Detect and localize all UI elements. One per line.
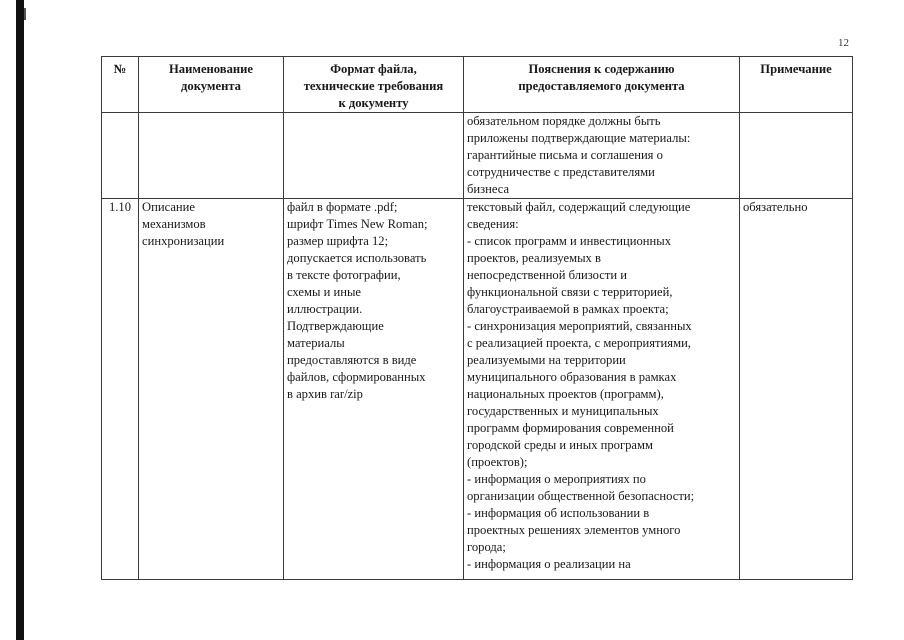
cell-explanation: обязательном порядке должны быть приложены подтверждающие материалы: гарантийные письма и соглашения о сотрудничестве с представителями бизнеса: [464, 113, 740, 199]
cell-number: [102, 113, 139, 199]
cell-file-format: [284, 113, 464, 199]
table-row: [102, 113, 853, 199]
header-number: №: [102, 57, 139, 113]
cell-explanation: текстовый файл, содержащий следующие сведения: - список программ и инвестиционных проектов, реализуемых в непосредственной близости и функциональной связи с территорией, благоустраиваемой в рамках проекта; - синхронизация мероприятий, связанных с реализацией проекта, с мероприятиями, реализуемыми на территории муниципального образования в рамках национальных проектов (программ), государственных и муниципальных программ формирования современной городской среды и иных программ (проектов); - информация о мероприятиях по организации общественной безопасности; - информация об использовании в проектных решениях элементов умного города; - информация о реализации на: [464, 199, 740, 580]
scan-edge-shadow: [16, 0, 24, 640]
header-document-name: Наименование документа: [139, 57, 284, 113]
cell-file-format: файл в формате .pdf; шрифт Times New Roman; размер шрифта 12; допускается использовать в тексте фотографии, схемы и иные иллюстрации. Подтверждающие материалы предоставляются в виде файлов, сформированных в архив rar/zip: [284, 199, 464, 580]
page-number: 12: [838, 37, 849, 49]
cell-note: [740, 113, 853, 199]
cell-number: 1.10: [102, 199, 139, 580]
cell-document-name: Описание механизмов синхронизации: [139, 199, 284, 580]
header-note: Примечание: [740, 57, 853, 113]
requirements-table: [101, 56, 853, 580]
cell-note: обязательно: [740, 199, 853, 580]
scan-mark: [24, 8, 26, 20]
header-file-format: Формат файла, технические требования к документу: [284, 57, 464, 113]
cell-document-name: [139, 113, 284, 199]
header-explanations: Пояснения к содержанию предоставляемого документа: [464, 57, 740, 113]
table-header-row: [102, 57, 853, 113]
table-row: [102, 199, 853, 580]
